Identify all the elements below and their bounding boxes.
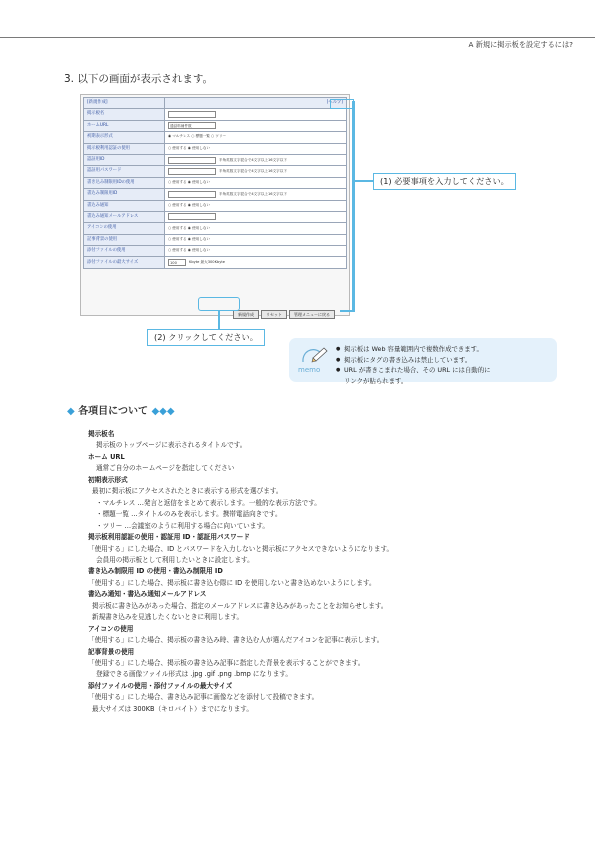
form-row-label: 添付ファイルの最大サイズ xyxy=(84,257,165,268)
item-description: ・標題一覧 …タイトルのみを表示します。携帯電話向きです。 xyxy=(96,510,282,519)
form-text-input[interactable]: 通話料補件数 xyxy=(168,122,216,129)
memo-list xyxy=(336,344,556,386)
radio-group[interactable]: ○ 使用する ◉ 使用しない xyxy=(168,179,211,184)
form-row xyxy=(84,143,347,154)
radio-group[interactable]: ○ 使用する ◉ 使用しない xyxy=(168,248,211,253)
item-heading: 記事背景の使用 xyxy=(88,647,135,656)
form-row-label: アイコンの使用 xyxy=(84,223,165,234)
radio-group[interactable]: ○ 使用する ◉ 使用しない xyxy=(168,145,211,150)
memo-item: ● 掲示板は Web 容量範囲内で複数作成できます。 xyxy=(336,344,556,355)
item-heading: ホーム URL xyxy=(88,452,125,461)
form-row xyxy=(84,177,347,188)
item-description: ・ツリー …会議室のように利用する場合に向いています。 xyxy=(96,521,270,530)
form-text-input[interactable] xyxy=(168,168,216,175)
form-text-input[interactable] xyxy=(168,191,216,198)
section-title: 各項目について xyxy=(78,406,148,417)
radio-group[interactable]: ◉ マルチレス ○ 標題一覧 ○ ツリー xyxy=(168,134,227,139)
form-row-label: ホームURL xyxy=(84,120,165,131)
form-row-label: 書き込み制限用IDの使用 xyxy=(84,177,165,188)
form-text-input[interactable] xyxy=(168,111,216,118)
form-row xyxy=(84,132,347,143)
form-row-label: 初期表示形式 xyxy=(84,132,165,143)
step-heading: 3. 以下の画面が表示されます。 xyxy=(64,73,214,85)
form-row xyxy=(84,234,347,245)
input-hint: 半角英数文字混合で4文字以上16文字以下 xyxy=(219,192,287,197)
form-row-label: 認証用ID xyxy=(84,154,165,165)
form-row xyxy=(84,200,347,211)
radio-group[interactable]: ○ 使用する ◉ 使用しない xyxy=(168,236,211,241)
item-description: 「使用する」にした場合、書き込み記事に画像などを添付して投稿できます。 xyxy=(88,693,319,702)
form-text-input[interactable] xyxy=(168,157,216,164)
section-heading xyxy=(67,402,175,417)
item-description: 最初に掲示板にアクセスされたときに表示する形式を選びます。 xyxy=(92,487,283,496)
form-row-label: 認証用パスワード xyxy=(84,166,165,177)
header-rule xyxy=(0,37,595,38)
form-row xyxy=(84,246,347,257)
help-link[interactable]: [ヘルプ] xyxy=(326,100,343,106)
memo-item-continuation: リンクが貼られます。 xyxy=(344,376,408,385)
item-description: 「使用する」にした場合、掲示板の書き込み時、書き込む人が選んだアイコンを記事に表示します。 xyxy=(88,636,384,645)
back-to-menu-button[interactable]: 管理メニューに戻る xyxy=(289,310,335,319)
item-description: 登録できる画像ファイル形式は .jpg .gif .png .bmp になります。 xyxy=(96,670,292,679)
item-description: ・マルチレス …発言と返信をまとめて表示します。一般的な表示方法です。 xyxy=(96,498,321,507)
item-description: 新規書き込みを見逃したくないときに利用します。 xyxy=(92,613,244,622)
input-hint: 半角英数文字混合で4文字以上16文字以下 xyxy=(219,157,287,162)
form-row-label: 書込み制限用ID xyxy=(84,189,165,200)
form-header-row xyxy=(84,98,347,109)
item-heading: 掲示板名 xyxy=(88,430,115,438)
reset-button[interactable]: リセット xyxy=(261,310,287,319)
settings-table xyxy=(83,97,347,269)
item-description: 最大サイズは 300KB（キロバイト）までになります。 xyxy=(92,704,253,713)
page-header-title: A 新規に掲示板を設定するには? xyxy=(468,40,573,49)
form-row xyxy=(84,189,347,200)
form-header-label: [新規作成] xyxy=(84,98,165,109)
help-highlight xyxy=(330,99,354,109)
item-description: 「使用する」にした場合、ID とパスワードを入力しないと掲示板にアクセスできないようになります。 xyxy=(88,544,394,553)
item-description: 「使用する」にした場合、掲示板の書き込み記事に指定した背景を表示することができます。 xyxy=(88,659,365,667)
form-row xyxy=(84,257,347,268)
item-heading: 初期表示形式 xyxy=(88,475,128,484)
form-row-label: 掲示板名 xyxy=(84,109,165,120)
diamond-trail-icon: ◆◆◆ xyxy=(151,406,175,417)
item-heading: 添付ファイルの使用・添付ファイルの最大サイズ xyxy=(88,681,233,690)
pencil-memo-icon xyxy=(300,344,330,368)
item-description: 掲示板のトップページに表示されるタイトルです。 xyxy=(96,441,247,450)
form-row xyxy=(84,211,347,222)
radio-group[interactable]: ○ 使用する ◉ 使用しない xyxy=(168,225,211,230)
form-row xyxy=(84,109,347,120)
item-description: 「使用する」にした場合、掲示板に書き込む際に ID を使用しないと書き込めないようにします。 xyxy=(88,578,376,587)
form-text-input[interactable]: 100 xyxy=(168,259,186,266)
item-description: 通常ご自分のホームページを指定してください xyxy=(96,464,235,473)
callout-connector-1 xyxy=(354,180,374,182)
item-heading: 掲示板利用認証の使用・認証用 ID・認証用パスワード xyxy=(88,533,250,542)
form-row-label: 書込み通知 xyxy=(84,200,165,211)
form-text-input[interactable] xyxy=(168,213,216,220)
callout-click: (2) クリックしてください。 xyxy=(147,329,265,346)
form-row xyxy=(84,223,347,234)
form-row xyxy=(84,120,347,131)
diamond-icon: ◆ xyxy=(67,406,75,417)
radio-group[interactable]: ○ 使用する ◉ 使用しない xyxy=(168,202,211,207)
callout-connector-2 xyxy=(218,311,220,329)
input-hint: 半角英数文字混合で4文字以上16文字以下 xyxy=(219,169,287,174)
memo-item: ● URL が書きこまれた場合、その URL には自動的に xyxy=(336,365,556,376)
form-row-label: 掲示板利用認証の使用 xyxy=(84,143,165,154)
item-heading: アイコンの使用 xyxy=(88,624,134,633)
form-row-label: 添付ファイルの使用 xyxy=(84,246,165,257)
create-button[interactable]: 新規作成 xyxy=(233,310,259,319)
form-row-label: 書込み通知メールアドレス xyxy=(84,211,165,222)
item-description: 会員用の掲示板として利用したいときに設定します。 xyxy=(96,555,254,564)
input-hint: Kbyte 最大300Kbyte xyxy=(189,260,225,265)
memo-item: ● 掲示板にタグの書き込みは禁止しています。 xyxy=(336,355,556,366)
form-row xyxy=(84,154,347,165)
create-button-highlight xyxy=(198,297,240,311)
memo-label: memo xyxy=(298,366,321,374)
callout-enter-fields: (1) 必要事項を入力してください。 xyxy=(373,173,516,190)
form-screenshot xyxy=(80,94,350,316)
form-row xyxy=(84,166,347,177)
item-heading: 書込み通知・書込み通知メールアドレス xyxy=(88,590,207,599)
callout-bracket-bottom xyxy=(340,310,355,312)
callout-bracket-vertical xyxy=(352,101,355,311)
item-description: 掲示板に書き込みがあった場合、指定のメールアドレスに書き込みがあったことをお知らせします。 xyxy=(92,601,388,610)
item-heading: 書き込み制限用 ID の使用・書込み制限用 ID xyxy=(88,567,223,576)
form-row-label: 記事背景の使用 xyxy=(84,234,165,245)
